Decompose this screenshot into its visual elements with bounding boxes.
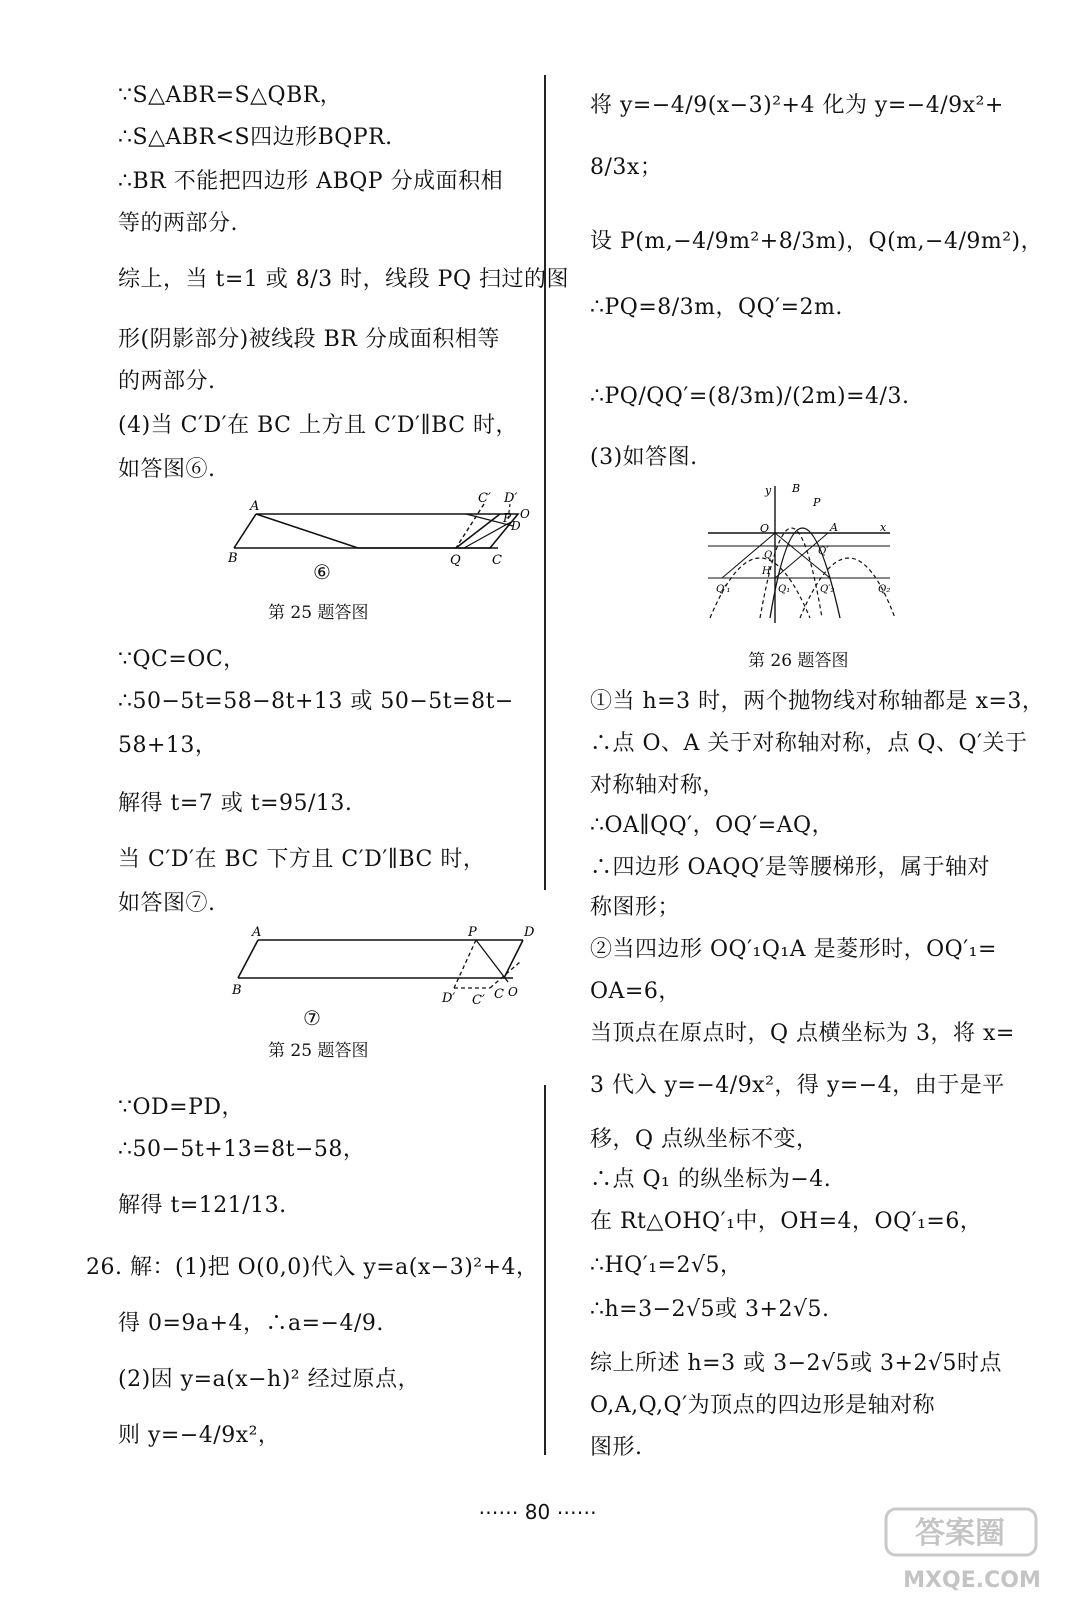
svg-text:D′: D′ [442,991,456,1006]
svg-text:D′: D′ [504,491,518,506]
text-line: 设 P(m,−4/9m²+8/3m)，Q(m,−4/9m²)， [590,229,1044,254]
text-line: ∴50−5t+13=8t−58， [118,1137,366,1162]
svg-text:y: y [765,484,772,497]
svg-text:Q′₁: Q′₁ [716,584,731,595]
figure-caption: 第 25 题答图 [268,1041,369,1061]
text-line: ∴HQ′₁=2√5， [590,1253,743,1278]
svg-text:MXQE.COM: MXQE.COM [903,1568,1041,1593]
svg-text:Q: Q [450,553,461,568]
text-line: 将 y=−4/9(x−3)²+4 化为 y=−4/9x²+ [590,93,1004,118]
text-line: 综上，当 t=1 或 8/3 时，线段 PQ 扫过的图 [118,267,569,292]
text-line: ∵OD=PD， [118,1095,245,1120]
text-line: ∵QC=OC， [118,647,246,672]
text-line: ∴h=3−2√5或 3+2√5. [590,1297,830,1322]
text-line: 当 C′D′在 BC 下方且 C′D′∥BC 时， [118,847,486,872]
svg-text:P: P [503,511,512,525]
svg-text:Q: Q [764,550,773,561]
watermark-logo [880,1505,1065,1595]
text-line: 3 代入 y=−4/9x²，得 y=−4，由于是平 [590,1073,1005,1098]
svg-text:C: C [492,553,502,568]
svg-text:C: C [494,987,504,1002]
text-line: 对称轴对称， [590,773,726,798]
text-line: 在 Rt△OHQ′₁中，OH=4，OQ′₁=6， [590,1209,983,1234]
text-line: 8/3x； [590,155,663,180]
figure-caption: 第 26 题答图 [748,651,849,671]
svg-text:Q₂: Q₂ [878,584,891,595]
text-line: 图形. [590,1435,643,1460]
text-line: ∵S△ABR=S△QBR， [118,83,343,108]
text-line: 得 0=9a+4，∴a=−4/9. [118,1311,384,1336]
svg-text:B: B [232,983,242,998]
text-line: 解得 t=121/13. [118,1193,287,1218]
svg-text:B: B [792,482,801,495]
text-line: 形(阴影部分)被线段 BR 分成面积相等 [118,327,500,352]
svg-text:A: A [250,499,260,514]
svg-text:D: D [511,519,521,533]
text-line: (2)因 y=a(x−h)² 经过原点， [118,1367,421,1392]
text-line: ∴BR 不能把四边形 ABQP 分成面积相 [118,169,504,194]
text-line: ∴PQ=8/3m，QQ′=2m. [590,295,843,320]
text-line: ∴点 O、A 关于对称轴对称，点 Q、Q′关于 [590,731,1028,756]
text-line: OA=6， [590,979,681,1004]
figure-number: ⑥ [313,560,331,584]
svg-text:D: D [524,925,535,940]
page-number: ⋯⋯ 80 ⋯⋯ [478,1500,597,1524]
text-line: 当顶点在原点时，Q 点横坐标为 3，将 x= [590,1021,1015,1046]
svg-text:Q′₂: Q′₂ [820,584,835,595]
figure-25-6 [228,490,548,590]
figure-25-7 [228,922,548,1012]
text-line: ∴PQ/QQ′=(8/3m)/(2m)=4/3. [590,384,910,409]
figure-caption: 第 25 题答图 [268,603,369,623]
text-line: 综上所述 h=3 或 3−2√5或 3+2√5时点 [590,1351,1002,1376]
column-divider [544,1085,546,1455]
svg-text:C′: C′ [478,491,491,506]
svg-text:Q₁: Q₁ [778,584,791,595]
text-line: 则 y=−4/9x²， [118,1423,281,1448]
svg-text:P: P [468,925,477,940]
text-line: (4)当 C′D′在 BC 上方且 C′D′∥BC 时， [118,413,519,438]
svg-text:Q′: Q′ [818,546,829,557]
text-line: 如答图⑦. [118,891,216,916]
svg-text:答案圈: 答案圈 [915,1516,1005,1551]
text-line: ∴点 Q₁ 的纵坐标为−4. [590,1167,832,1192]
text-line: ∴四边形 OAQQ′是等腰梯形，属于轴对 [590,855,990,880]
text-line: 的两部分. [118,369,216,394]
text-line: (3)如答图. [590,445,698,470]
text-line: 解得 t=7 或 t=95/13. [118,791,353,816]
text-line: 移，Q 点纵坐标不变， [590,1127,819,1152]
svg-text:H: H [762,566,771,577]
text-line: O,A,Q,Q′为顶点的四边形是轴对称 [590,1393,936,1418]
text-line: ∴50−5t=58−8t+13 或 50−5t=8t− [118,689,514,714]
svg-text:A: A [830,521,838,534]
svg-text:O: O [508,985,518,999]
svg-text:C′: C′ [472,993,485,1008]
svg-text:O: O [520,507,530,521]
text-line: ∴S△ABR<S四边形BQPR. [118,125,393,150]
column-divider [544,75,546,890]
text-line: 58+13， [118,733,218,758]
figure-26 [700,478,900,628]
svg-text:A: A [252,925,262,940]
svg-text:B: B [228,551,238,566]
svg-text:O: O [760,522,770,535]
svg-text:P: P [813,496,821,509]
text-line: ②当四边形 OQ′₁Q₁A 是菱形时，OQ′₁= [590,937,997,962]
svg-text:x: x [880,521,887,534]
figure-number: ⑦ [303,1006,321,1030]
text-line: 等的两部分. [118,211,238,236]
text-line: 如答图⑥. [118,457,216,482]
text-line: ①当 h=3 时，两个抛物线对称轴都是 x=3， [590,689,1045,714]
text-line: 称图形； [590,895,681,920]
text-line: ∴OA∥QQ′，OQ′=AQ， [590,813,835,838]
question-header: 26. 解：(1)把 O(0,0)代入 y=a(x−3)²+4， [86,1255,539,1280]
